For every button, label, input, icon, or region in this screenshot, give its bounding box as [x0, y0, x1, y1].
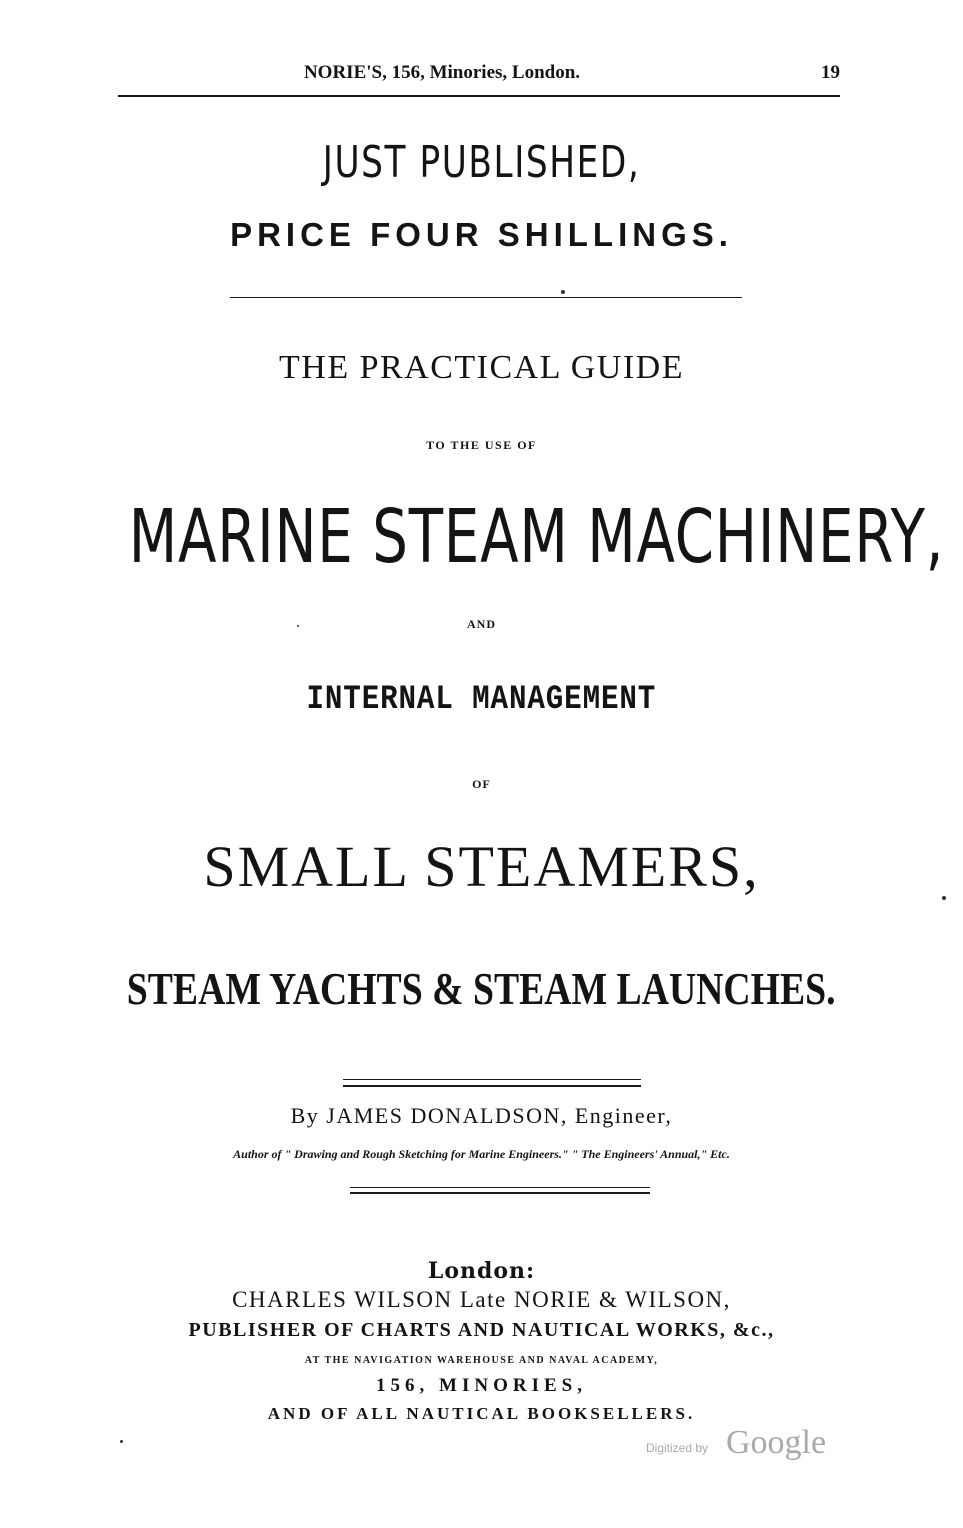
to-the-use-of-line: TO THE USE OF — [426, 438, 537, 452]
author-rule-bottom-2 — [350, 1192, 650, 1194]
practical-guide-heading: THE PRACTICAL GUIDE — [279, 349, 684, 386]
imprint-navigation-warehouse: AT THE NAVIGATION WAREHOUSE AND NAVAL ACADEMY, — [304, 1355, 659, 1366]
running-header — [118, 62, 840, 88]
imprint-london: London: — [427, 1258, 536, 1284]
running-title: NORIE'S, 156, Minories, London. — [303, 62, 581, 83]
and-line: AND — [467, 617, 496, 631]
author-rule-bottom-1 — [350, 1187, 650, 1188]
scan-speck — [120, 1440, 123, 1443]
author-credits: Author of " Drawing and Rough Sketching for Marine Engineers." " The Engineers' Annual," Etc. — [233, 1147, 730, 1161]
imprint-address: 156, MINORIES, — [376, 1375, 587, 1396]
page-number: 19 — [821, 62, 840, 83]
price-heading: PRICE FOUR SHILLINGS. — [230, 216, 733, 253]
imprint-publisher-name: CHARLES WILSON Late NORIE & WILSON, — [232, 1287, 731, 1312]
scan-speck — [942, 896, 946, 900]
scan-speck — [297, 625, 299, 627]
just-published-heading: JUST PUBLISHED, — [322, 137, 641, 188]
yachts-launches-heading: STEAM YACHTS & STEAM LAUNCHES. — [127, 963, 836, 1014]
title-divider — [230, 297, 742, 298]
author-rule-top-1 — [343, 1079, 641, 1080]
author-byline: By JAMES DONALDSON, Engineer, — [290, 1103, 673, 1128]
watermark-digitized-by: Digitized by — [646, 1441, 709, 1455]
of-line: OF — [472, 777, 491, 791]
internal-management-heading: INTERNAL MANAGEMENT — [306, 681, 657, 719]
imprint-publisher-description: PUBLISHER OF CHARTS AND NAUTICAL WORKS, &c., — [188, 1319, 775, 1341]
google-watermark — [640, 1426, 840, 1460]
author-rule-top-2 — [343, 1085, 641, 1087]
small-steamers-heading: SMALL STEAMERS, — [203, 834, 760, 899]
scan-speck — [561, 290, 565, 294]
marine-steam-machinery-heading: MARINE STEAM MACHINERY, — [128, 494, 945, 580]
header-rule — [118, 95, 840, 97]
watermark-brand: Google — [726, 1424, 827, 1461]
imprint-booksellers: AND OF ALL NAUTICAL BOOKSELLERS. — [267, 1404, 696, 1423]
